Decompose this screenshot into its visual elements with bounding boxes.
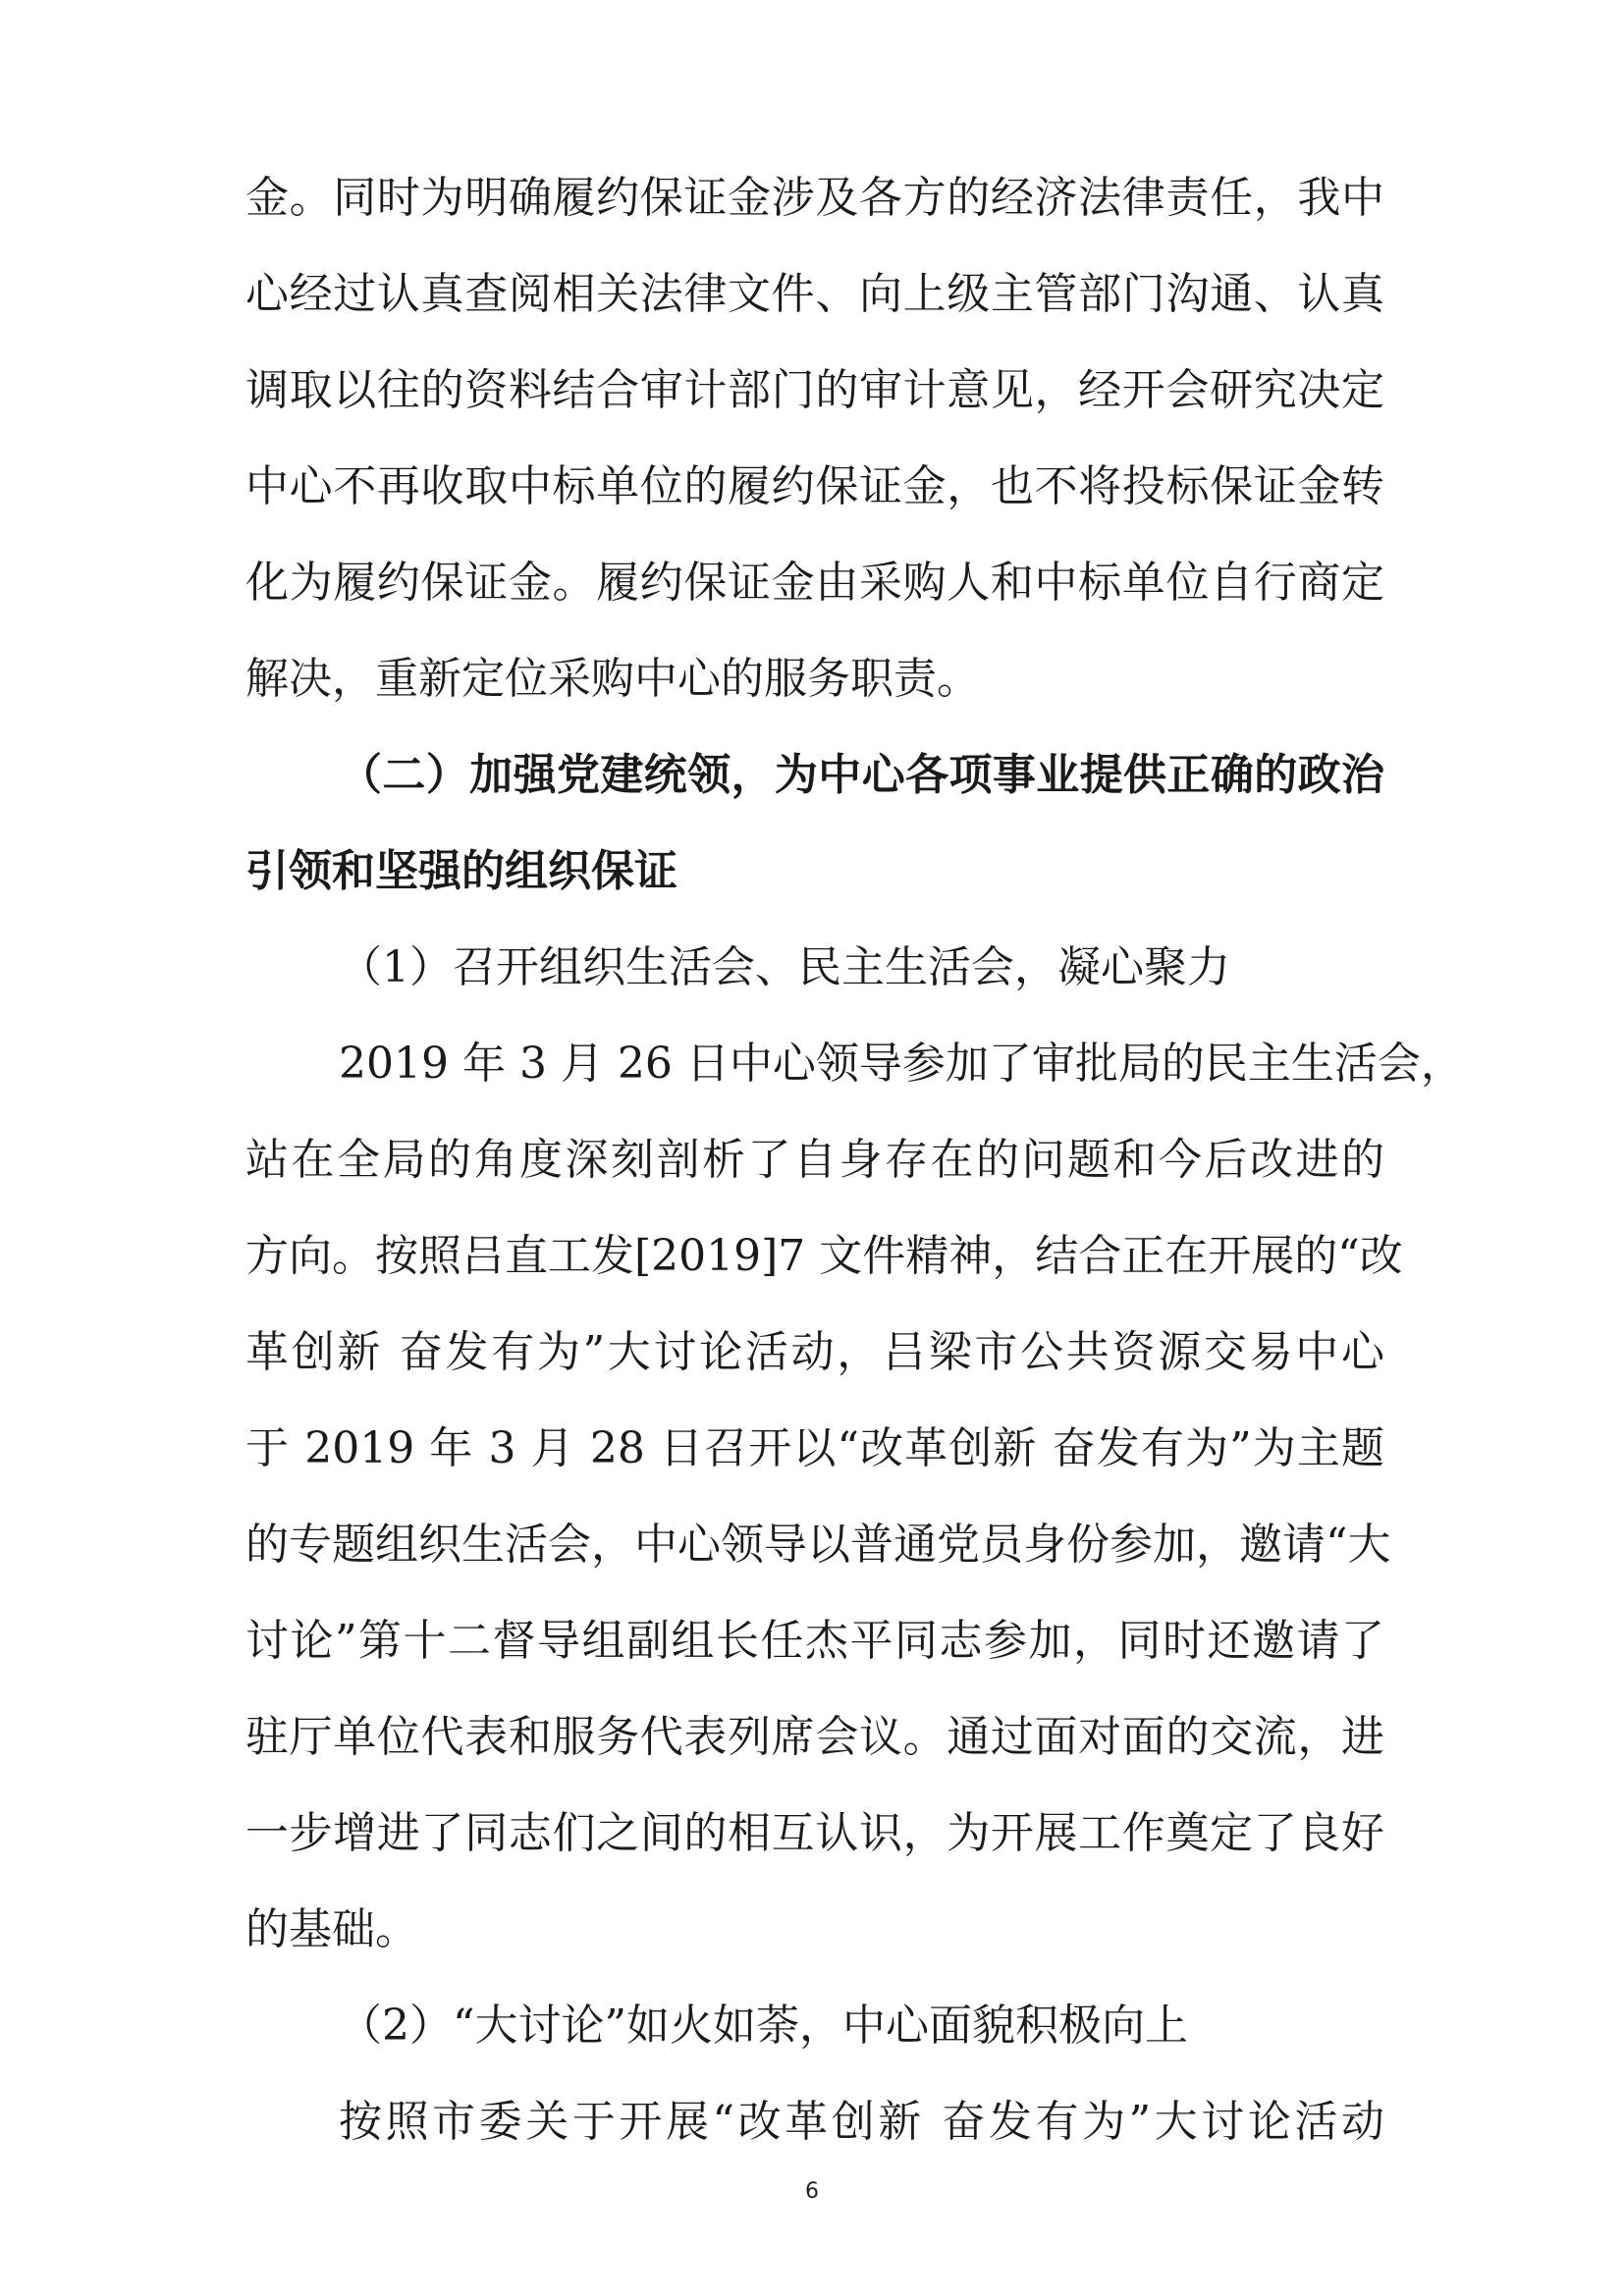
paragraph-line: 调取以往的资料结合审计部门的审计意见，经开会研究决定 bbox=[245, 365, 1384, 415]
paragraph-line: 化为履约保证金。履约保证金由采购人和中标单位自行商定 bbox=[245, 558, 1384, 608]
paragraph-line: 革创新 奋发有为”大讨论活动，吕梁市公共资源交易中心 bbox=[245, 1327, 1384, 1377]
section-heading: 引领和坚强的组织保证 bbox=[245, 846, 677, 896]
subsection-heading: （1）召开组织生活会、民主生活会，凝心聚力 bbox=[339, 942, 1230, 992]
paragraph-line: 心经过认真查阅相关法律文件、向上级主管部门沟通、认真 bbox=[245, 269, 1384, 319]
subsection-heading: （2）“大讨论”如火如荼，中心面貌积极向上 bbox=[339, 2001, 1188, 2051]
paragraph-line: 按照市委关于开展“改革创新 奋发有为”大讨论活动 bbox=[339, 2097, 1384, 2147]
page-number: 6 bbox=[805, 2179, 819, 2204]
paragraph-line: 于 2019 年 3 月 28 日召开以“改革创新 奋发有为”为主题 bbox=[245, 1423, 1384, 1473]
paragraph-line: 方向。按照吕直工发[2019]7 文件精神，结合正在开展的“改 bbox=[245, 1231, 1403, 1281]
paragraph-line: 讨论”第十二督导组副组长任杰平同志参加，同时还邀请了 bbox=[245, 1616, 1384, 1666]
paragraph-line: 金。同时为明确履约保证金涉及各方的经济法律责任，我中 bbox=[245, 173, 1384, 223]
paragraph-line: 站在全局的角度深刻剖析了自身存在的问题和今后改进的 bbox=[245, 1135, 1384, 1185]
paragraph-line: 一步增进了同志们之间的相互认识，为开展工作奠定了良好 bbox=[245, 1808, 1384, 1858]
paragraph-line: 解决，重新定位采购中心的服务职责。 bbox=[245, 654, 980, 704]
paragraph-line: 的基础。 bbox=[245, 1904, 418, 1954]
paragraph-line: 驻厅单位代表和服务代表列席会议。通过面对面的交流，进 bbox=[245, 1712, 1384, 1762]
paragraph-line: 2019 年 3 月 26 日中心领导参加了审批局的民主生活会， bbox=[339, 1039, 1464, 1089]
paragraph-line: 的专题组织生活会，中心领导以普通党员身份参加，邀请“大 bbox=[245, 1520, 1391, 1570]
section-heading: （二）加强党建统领，为中心各项事业提供正确的政治 bbox=[339, 750, 1384, 800]
paragraph-line: 中心不再收取中标单位的履约保证金，也不将投标保证金转 bbox=[245, 461, 1384, 511]
